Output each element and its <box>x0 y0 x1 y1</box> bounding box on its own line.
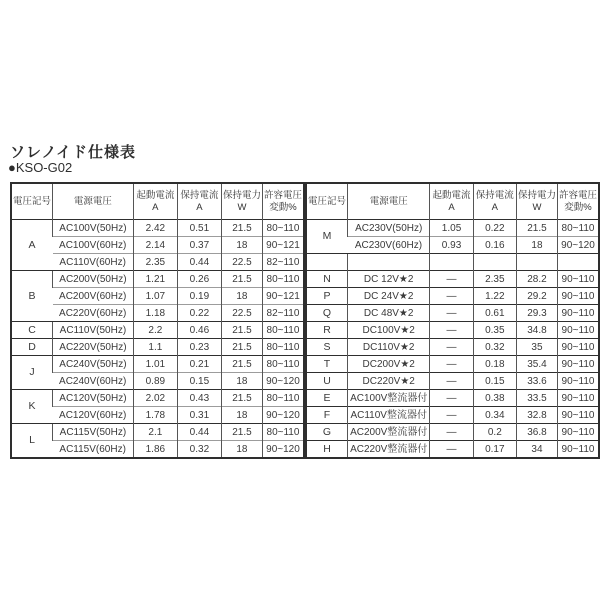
inrush-current-cell: 1.05 <box>430 220 473 237</box>
holding-power-cell: 21.5 <box>221 339 262 356</box>
supply-voltage-cell: AC230V(60Hz) <box>348 237 430 254</box>
inrush-current-cell: — <box>430 441 473 459</box>
supply-voltage-cell: AC110V整流器付 <box>348 407 430 424</box>
supply-voltage-cell <box>348 254 430 271</box>
voltage-tolerance-cell: 90~110 <box>557 390 599 407</box>
voltage-tolerance-cell: 80~110 <box>262 356 304 373</box>
table-row <box>11 305 304 322</box>
voltage-tolerance-cell: 80~110 <box>262 424 304 441</box>
voltage-symbol-cell: K <box>11 390 53 424</box>
table-row <box>11 356 304 373</box>
inrush-current-cell: 1.86 <box>133 441 177 459</box>
voltage-tolerance-cell: 90~110 <box>557 441 599 459</box>
inrush-current-cell: 1.1 <box>133 339 177 356</box>
holding-power-cell: 18 <box>516 237 557 254</box>
supply-voltage-cell: AC100V(60Hz) <box>53 237 134 254</box>
holding-power-cell: 36.8 <box>516 424 557 441</box>
column-header: 電圧記号 <box>308 195 347 207</box>
holding-current-cell: 0.44 <box>177 254 221 271</box>
supply-voltage-cell: AC220V(50Hz) <box>53 339 134 356</box>
voltage-tolerance-cell: 80~110 <box>262 322 304 339</box>
holding-power-cell: 22.5 <box>221 254 262 271</box>
supply-voltage-cell: AC200V(60Hz) <box>53 288 134 305</box>
holding-current-cell: 0.32 <box>473 339 516 356</box>
table-row <box>11 424 304 441</box>
column-header: 保持電流 A <box>177 183 221 220</box>
voltage-tolerance-cell: 90~120 <box>262 441 304 459</box>
holding-current-cell: 0.46 <box>177 322 221 339</box>
voltage-symbol-cell: E <box>306 390 348 407</box>
supply-voltage-cell: DC 12V★2 <box>348 271 430 288</box>
inrush-current-cell: — <box>430 322 473 339</box>
supply-voltage-cell: AC200V整流器付 <box>348 424 430 441</box>
supply-voltage-cell: AC115V(60Hz) <box>53 441 134 459</box>
voltage-tolerance-cell: 82~110 <box>262 254 304 271</box>
voltage-tolerance-cell <box>557 254 599 271</box>
inrush-current-cell: — <box>430 373 473 390</box>
header-row <box>306 183 599 220</box>
holding-power-cell: 21.5 <box>221 322 262 339</box>
table-row <box>306 271 599 288</box>
solenoid-spec-tables <box>10 182 600 459</box>
holding-current-cell: 0.16 <box>473 237 516 254</box>
holding-current-cell: 0.43 <box>177 390 221 407</box>
supply-voltage-cell: AC110V(50Hz) <box>53 322 134 339</box>
table-row <box>306 305 599 322</box>
column-header: 電圧記号 <box>13 195 52 207</box>
holding-power-cell: 18 <box>221 288 262 305</box>
table-row <box>11 441 304 459</box>
header-row <box>11 183 304 220</box>
voltage-tolerance-cell: 90~110 <box>557 339 599 356</box>
voltage-tolerance-cell: 90~110 <box>557 424 599 441</box>
holding-current-cell: 0.37 <box>177 237 221 254</box>
voltage-symbol-cell: D <box>11 339 53 356</box>
table-row <box>306 220 599 237</box>
inrush-current-cell: 2.14 <box>133 237 177 254</box>
voltage-tolerance-cell: 80~110 <box>262 271 304 288</box>
holding-power-cell: 29.2 <box>516 288 557 305</box>
supply-voltage-cell: DC220V★2 <box>348 373 430 390</box>
column-header: 保持電流 A <box>473 183 516 220</box>
supply-voltage-cell: AC220V整流器付 <box>348 441 430 459</box>
column-header: 保持電力 W <box>221 183 262 220</box>
inrush-current-cell: 1.21 <box>133 271 177 288</box>
column-header: 電源電圧 <box>348 183 430 220</box>
supply-voltage-cell: AC230V(50Hz) <box>348 220 430 237</box>
holding-current-cell: 0.35 <box>473 322 516 339</box>
inrush-current-cell: 2.1 <box>133 424 177 441</box>
voltage-symbol-cell: G <box>306 424 348 441</box>
table-row <box>306 322 599 339</box>
table-row <box>11 288 304 305</box>
column-header: 許容電圧 変動% <box>557 183 599 220</box>
table-row <box>11 339 304 356</box>
holding-current-cell: 0.23 <box>177 339 221 356</box>
holding-current-cell: 0.31 <box>177 407 221 424</box>
holding-current-cell: 0.15 <box>473 373 516 390</box>
voltage-tolerance-cell: 90~110 <box>557 288 599 305</box>
supply-voltage-cell: DC100V★2 <box>348 322 430 339</box>
supply-voltage-cell: AC240V(50Hz) <box>53 356 134 373</box>
voltage-symbol-cell: C <box>11 322 53 339</box>
inrush-current-cell: 1.01 <box>133 356 177 373</box>
holding-power-cell: 18 <box>221 441 262 459</box>
holding-power-cell <box>516 254 557 271</box>
holding-power-cell: 29.3 <box>516 305 557 322</box>
supply-voltage-cell: DC 24V★2 <box>348 288 430 305</box>
supply-voltage-cell: AC240V(60Hz) <box>53 373 134 390</box>
table-row <box>11 390 304 407</box>
voltage-symbol-cell: H <box>306 441 348 459</box>
voltage-symbol-cell: A <box>11 220 53 271</box>
spec-table-right <box>305 182 600 459</box>
holding-power-cell: 21.5 <box>221 220 262 237</box>
holding-power-cell: 34.8 <box>516 322 557 339</box>
supply-voltage-cell: AC120V(60Hz) <box>53 407 134 424</box>
column-header: 電源電圧 <box>53 183 134 220</box>
supply-voltage-cell: AC200V(50Hz) <box>53 271 134 288</box>
supply-voltage-cell: AC220V(60Hz) <box>53 305 134 322</box>
holding-current-cell: 0.22 <box>177 305 221 322</box>
holding-power-cell: 34 <box>516 441 557 459</box>
supply-voltage-cell: DC 48V★2 <box>348 305 430 322</box>
voltage-symbol-cell: S <box>306 339 348 356</box>
voltage-symbol-cell: B <box>11 271 53 322</box>
holding-power-cell: 21.5 <box>221 356 262 373</box>
supply-voltage-cell: AC100V(50Hz) <box>53 220 134 237</box>
inrush-current-cell: 0.89 <box>133 373 177 390</box>
voltage-tolerance-cell: 90~110 <box>557 305 599 322</box>
holding-current-cell: 0.21 <box>177 356 221 373</box>
voltage-tolerance-cell: 82~110 <box>262 305 304 322</box>
supply-voltage-cell: AC120V(50Hz) <box>53 390 134 407</box>
inrush-current-cell: 2.35 <box>133 254 177 271</box>
holding-power-cell: 28.2 <box>516 271 557 288</box>
supply-voltage-cell: AC115V(50Hz) <box>53 424 134 441</box>
holding-current-cell: 0.32 <box>177 441 221 459</box>
holding-current-cell: 0.44 <box>177 424 221 441</box>
holding-current-cell: 0.61 <box>473 305 516 322</box>
inrush-current-cell: — <box>430 356 473 373</box>
voltage-tolerance-cell: 90~110 <box>557 407 599 424</box>
holding-current-cell: 0.26 <box>177 271 221 288</box>
holding-current-cell: 1.22 <box>473 288 516 305</box>
voltage-tolerance-cell: 90~120 <box>262 373 304 390</box>
voltage-symbol-cell: J <box>11 356 53 390</box>
supply-voltage-cell: AC100V整流器付 <box>348 390 430 407</box>
inrush-current-cell: — <box>430 288 473 305</box>
voltage-tolerance-cell: 90~110 <box>557 322 599 339</box>
holding-power-cell: 32.8 <box>516 407 557 424</box>
holding-power-cell: 21.5 <box>516 220 557 237</box>
inrush-current-cell: — <box>430 407 473 424</box>
holding-current-cell: 0.38 <box>473 390 516 407</box>
table-body <box>306 220 599 459</box>
inrush-current-cell: — <box>430 305 473 322</box>
table-row <box>306 441 599 459</box>
table-body <box>11 220 304 459</box>
table-row <box>11 254 304 271</box>
voltage-symbol-cell <box>306 254 348 271</box>
voltage-symbol-cell: N <box>306 271 348 288</box>
voltage-tolerance-cell: 90~121 <box>262 237 304 254</box>
holding-power-cell: 35 <box>516 339 557 356</box>
table-row <box>11 220 304 237</box>
column-header: 起動電流 A <box>133 183 177 220</box>
voltage-tolerance-cell: 90~110 <box>557 271 599 288</box>
holding-current-cell: 0.18 <box>473 356 516 373</box>
voltage-symbol-cell: R <box>306 322 348 339</box>
column-header: 起動電流 A <box>430 183 473 220</box>
voltage-symbol-cell: F <box>306 407 348 424</box>
voltage-tolerance-cell: 80~110 <box>262 339 304 356</box>
inrush-current-cell: — <box>430 339 473 356</box>
holding-power-cell: 21.5 <box>221 271 262 288</box>
voltage-tolerance-cell: 80~110 <box>557 220 599 237</box>
holding-power-cell: 33.5 <box>516 390 557 407</box>
voltage-symbol-cell: U <box>306 373 348 390</box>
table-row <box>306 407 599 424</box>
table-row <box>11 407 304 424</box>
voltage-symbol-cell: Q <box>306 305 348 322</box>
table-row <box>306 356 599 373</box>
column-header: 保持電力 W <box>516 183 557 220</box>
holding-current-cell <box>473 254 516 271</box>
table-row <box>306 373 599 390</box>
holding-power-cell: 33.6 <box>516 373 557 390</box>
inrush-current-cell: 1.18 <box>133 305 177 322</box>
table-header <box>11 183 304 220</box>
table-row <box>11 271 304 288</box>
table-row <box>11 373 304 390</box>
holding-power-cell: 35.4 <box>516 356 557 373</box>
inrush-current-cell: — <box>430 424 473 441</box>
table-row <box>306 390 599 407</box>
inrush-current-cell <box>430 254 473 271</box>
holding-power-cell: 18 <box>221 407 262 424</box>
inrush-current-cell: — <box>430 390 473 407</box>
inrush-current-cell: 1.07 <box>133 288 177 305</box>
holding-current-cell: 2.35 <box>473 271 516 288</box>
holding-power-cell: 21.5 <box>221 390 262 407</box>
table-row <box>306 339 599 356</box>
table-row <box>306 254 599 271</box>
holding-power-cell: 18 <box>221 373 262 390</box>
holding-current-cell: 0.51 <box>177 220 221 237</box>
supply-voltage-cell: AC110V(60Hz) <box>53 254 134 271</box>
inrush-current-cell: 1.78 <box>133 407 177 424</box>
table-row <box>306 424 599 441</box>
table-row <box>11 237 304 254</box>
holding-current-cell: 0.17 <box>473 441 516 459</box>
supply-voltage-cell: DC200V★2 <box>348 356 430 373</box>
voltage-tolerance-cell: 80~110 <box>262 220 304 237</box>
holding-power-cell: 21.5 <box>221 424 262 441</box>
inrush-current-cell: 0.93 <box>430 237 473 254</box>
holding-current-cell: 0.34 <box>473 407 516 424</box>
voltage-symbol-cell: P <box>306 288 348 305</box>
holding-current-cell: 0.19 <box>177 288 221 305</box>
voltage-tolerance-cell: 90~120 <box>262 407 304 424</box>
inrush-current-cell: 2.2 <box>133 322 177 339</box>
supply-voltage-cell: DC110V★2 <box>348 339 430 356</box>
voltage-symbol-cell: M <box>306 220 348 254</box>
voltage-tolerance-cell: 90~110 <box>557 356 599 373</box>
page-title: ソレノイド仕様表 <box>10 144 137 161</box>
table-row <box>306 288 599 305</box>
voltage-tolerance-cell: 90~121 <box>262 288 304 305</box>
model-label: ●KSO-G02 <box>8 160 73 175</box>
holding-power-cell: 22.5 <box>221 305 262 322</box>
column-header: 許容電圧 変動% <box>262 183 304 220</box>
spec-table-left <box>10 182 305 459</box>
holding-current-cell: 0.22 <box>473 220 516 237</box>
voltage-symbol-cell: T <box>306 356 348 373</box>
table-header <box>306 183 599 220</box>
voltage-tolerance-cell: 80~110 <box>262 390 304 407</box>
inrush-current-cell: — <box>430 271 473 288</box>
holding-power-cell: 18 <box>221 237 262 254</box>
table-row <box>11 322 304 339</box>
voltage-tolerance-cell: 90~110 <box>557 373 599 390</box>
inrush-current-cell: 2.02 <box>133 390 177 407</box>
holding-current-cell: 0.15 <box>177 373 221 390</box>
holding-current-cell: 0.2 <box>473 424 516 441</box>
table-row <box>306 237 599 254</box>
voltage-tolerance-cell: 90~120 <box>557 237 599 254</box>
inrush-current-cell: 2.42 <box>133 220 177 237</box>
voltage-symbol-cell: L <box>11 424 53 459</box>
